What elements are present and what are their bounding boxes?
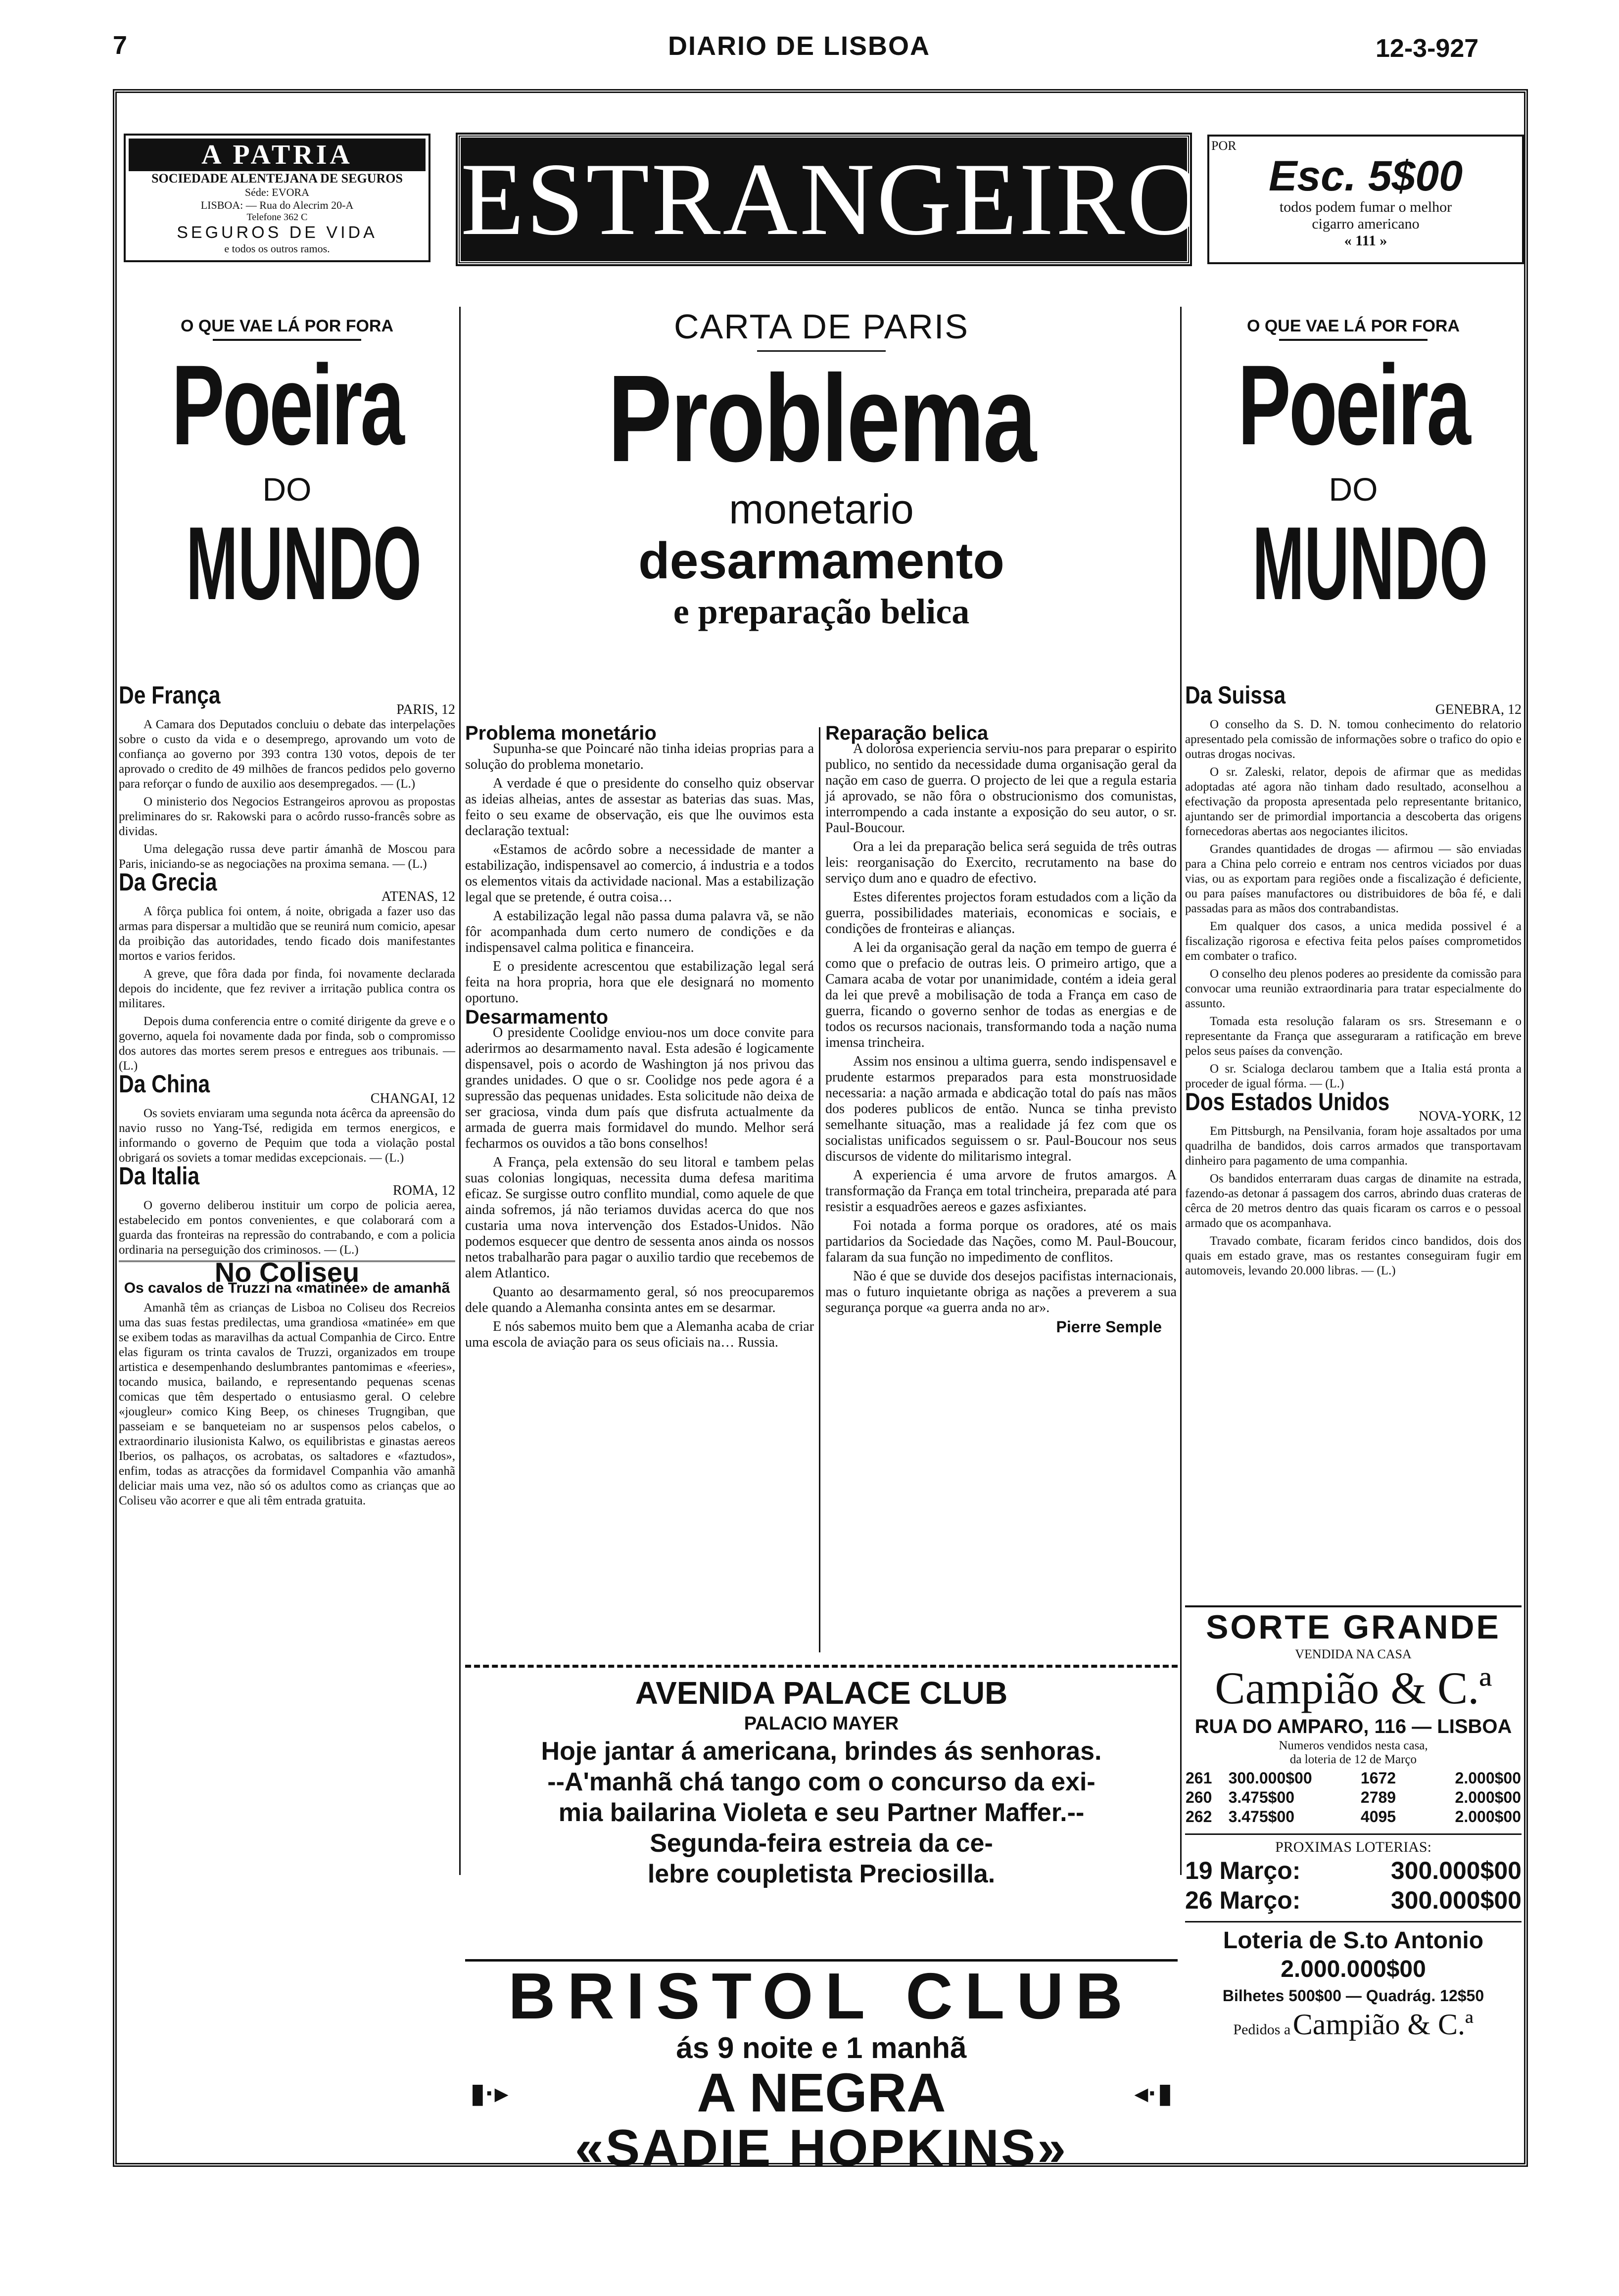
- table-cell: 261: [1186, 1769, 1212, 1787]
- newspaper-name: DIARIO DE LISBOA: [668, 31, 931, 61]
- grecia-paragraph: A greve, que fôra dada por finda, foi novamente declarada depois do incidente, que fez reviver a irritação publica contra os militares.: [119, 967, 455, 1010]
- franca-paragraph: A Camara dos Deputados concluiu o debate das interpelações sobre o custo da vida e o desemprego, aprovando um voto de confiança ao governo por 393 contra 130 votos, depois de ter aprovado o credito de 49 milhões de francos pedidos pelo governo para reforçar o fundo de auxilio aos desempregados. — (L.): [119, 718, 455, 791]
- cigarette-por: POR: [1211, 139, 1237, 153]
- monetario-paragraph: «Estamos de acôrdo sobre a necessidade de manter a estabilização, indispensavel ao comercio, á industria e a todos os elementos vitais da actividade nacional. Mas a estabilização legal que se pretende, é outra coisa…: [465, 842, 814, 905]
- coliseu-text: Amanhã têm as crianças de Lisboa no Coliseu dos Recreios uma das suas festas predilectas, uma grandiosa «matinée» em que se exibem todas as maravilhas da actual Companhia de Circo. Entre elas figuram os trinta cavalos de Truzzi, organizados em troupe artistica e desempenhando deslumbrantes pantomimas e «feeries», tocando musica, bailando, e representando pequenas scenas comicas que têm despertado o entusiasmo geral. O celebre «jougleur» comico King Beep, os chineses Trugngiban, que passeiam e se banqueteiam no ar suspensos pelos cabelos, o extraordinario ilusionista Kalwo, os equilibristas e ginastas aereos Iberios, os palhaços, os acrobatas, os saltadores e «faztudos», enfim, todas as atracções da formidavel Companhia vão amanhã deliciar mais uma vez, não só os adultos como as crianças que ao Coliseu vão acorrer e que ali têm entrada gratuita.: [119, 1301, 455, 1507]
- ad-cigarette: [1207, 135, 1524, 264]
- dateline-roma: ROMA, 12: [392, 1183, 455, 1198]
- lottery-title: SORTE GRANDE: [1206, 1608, 1501, 1646]
- table-cell: 260: [1186, 1788, 1212, 1806]
- italia-paragraph: O governo deliberou instituir um corpo de policia aerea, estabelecido em pontos convenientes, e que colaborará com a guarda das fronteiras na repressão do contrabando, e com a policia ordinaria na perseguição dos criminosos. — (L.): [119, 1199, 455, 1257]
- ad-bristol-club: [465, 1959, 1178, 2177]
- table-row: [1185, 1807, 1522, 1827]
- bristol-name: A NEGRA: [697, 2062, 946, 2123]
- left-title-do: DO: [262, 471, 312, 508]
- ad-lottery: [1185, 1605, 1522, 2155]
- lottery-divider: [1185, 1921, 1522, 1922]
- column-rule-left: [459, 307, 461, 1875]
- monetario-paragraph: E o presidente acrescentou que estabilização legal será feita na hora propria, hora que ele designará no momento oportuno.: [465, 959, 814, 1006]
- desarmamento-paragraph: E nós sabemos muito bem que a Alemanha acaba de criar uma escola de aviação para os seus oficiais na… Russia.: [465, 1319, 814, 1350]
- reparacao-paragraph: A experiencia é uma arvore de frutos amargos. A transformação da França em total trincheira, preparada até para resistir a esquadrões aereos e gazes asfixiantes.: [825, 1168, 1177, 1215]
- table-cell: 2.000$00: [1455, 1769, 1521, 1787]
- lottery-draw-row: [1185, 1856, 1522, 1885]
- center-kicker: CARTA DE PARIS: [674, 307, 969, 346]
- lottery-proximas: PROXIMAS LOTERIAS:: [1275, 1839, 1431, 1855]
- grecia-paragraph: A fôrça publica foi ontem, á noite, obrigada a fazer uso das armas para dispersar a multidão que se reunirá num comicio, apesar da proibição das autoridades, tendo ficado dois manifestantes mortos e varios feridos.: [119, 905, 455, 963]
- draw-date: 26 Março:: [1185, 1886, 1301, 1914]
- eua-paragraph: Em Pittsburgh, na Pensilvania, foram hoje assaltados por uma quadrilha de bandidos, dois carros armados que transportavam dinheiro para pagamento de uma companhia.: [1185, 1125, 1522, 1168]
- center-subtitle-monetario: monetario: [729, 486, 914, 532]
- section-title-banner: [458, 135, 1204, 264]
- center-subtitle-preparacao: e preparação belica: [673, 592, 970, 631]
- right-title-poeira: Poeira: [1238, 341, 1469, 469]
- dateline-genebra: GENEBRA, 12: [1435, 702, 1522, 717]
- lottery-numbers-table: [1185, 1769, 1522, 1827]
- reparacao-paragraph: A dolorosa experiencia serviu-nos para preparar o espirito publico, no sentido da necessidade duma organisação geral da nação em caso de guerra. O projecto de lei que a regula estaria já aprovado, se não fôra o obstrucionismo dos comunistas, interrompendo a cada instante a exposição do seu autor, o sr. Paul-Boucour.: [825, 741, 1177, 836]
- author-signature: Pierre Semple: [1056, 1318, 1162, 1336]
- reparacao-paragraph: A lei da organisação geral da nação em tempo de guerra é como que o prefacio de outras leis. O primeiro artigo, que a Camara acaba de votar por unanimidade, contém a ideia geral da lei que prevê a mobilisação de toda a França em caso de guerra, ficando o governo senhor de todas as energias e de todos os recursos nacionais, transformando toda a nação numa imensa trincheira.: [825, 940, 1177, 1050]
- avenida-line3: mia bailarina Violeta e seu Partner Maffer.--: [558, 1798, 1085, 1827]
- avenida-title: AVENIDA PALACE CLUB: [635, 1675, 1008, 1711]
- a-patria-line5: SEGUROS DE VIDA: [177, 223, 378, 242]
- table-cell: 4095: [1360, 1808, 1396, 1826]
- left-column-header: [119, 317, 455, 621]
- ad-avenida-palace: [465, 1665, 1178, 1888]
- cigarette-price: Esc. 5$00: [1268, 152, 1463, 200]
- table-row: [1185, 1769, 1522, 1788]
- avenida-subtitle: PALACIO MAYER: [744, 1713, 899, 1734]
- suissa-paragraph: Tomada esta resolução falaram os srs. Stresemann e o representante da França que asseguraram a ratificação em breve pelos seus países da convenção.: [1185, 1015, 1522, 1058]
- table-row: [1185, 1788, 1522, 1807]
- left-title-mundo: MUNDO: [186, 505, 422, 621]
- a-patria-line6: e todos os outros ramos.: [224, 242, 330, 255]
- section-heading-grecia: Da Grecia: [119, 868, 217, 896]
- avenida-line4: Segunda-feira estreia da ce-: [650, 1829, 993, 1858]
- draw-prize: 300.000$00: [1390, 1886, 1522, 1914]
- heading-desarmamento: Desarmamento: [465, 1006, 609, 1028]
- grecia-paragraph: Depois duma conferencia entre o comité dirigente da greve e o governo, aquela foi novamente dada por finda, sob o compromisso dos autores das mortes serem presos e entregues aos tribunais. — (L.): [119, 1015, 455, 1073]
- column-rule-right: [1180, 307, 1182, 1875]
- bristol-title: BRISTOL CLUB: [508, 1960, 1135, 2032]
- franca-paragraph: O ministerio dos Negocios Estrangeiros aprovou as propostas preliminares do sr. Rakowski para o acôrdo russo-francês sobre as dividas.: [119, 795, 455, 838]
- table-cell: 300.000$00: [1228, 1769, 1312, 1787]
- section-heading-italia: Da Italia: [119, 1162, 199, 1190]
- lottery-draw-row: [1185, 1885, 1522, 1915]
- section-heading-suissa: Da Suissa: [1185, 681, 1286, 709]
- section-heading-estados-unidos: Dos Estados Unidos: [1185, 1088, 1390, 1116]
- left-column-body: [119, 681, 455, 1511]
- center-col-b: [825, 722, 1177, 1336]
- monetario-paragraph: A estabilização legal não passa duma palavra vã, se não fôr acompanhada dum certo numero de condições e da indispensavel calma politica e financeira.: [465, 908, 814, 955]
- lottery-pedidos-house: Campião & C.ª: [1292, 2008, 1474, 2041]
- monetario-paragraph: A verdade é que o presidente do conselho quiz observar as ideias alheias, antes de assestar as baterias das suas. Mas, feito o seu exame de observação, eis que lhe ouvimos esta declaração textual:: [465, 776, 814, 839]
- suissa-paragraph: O conselho da S. D. N. tomou conhecimento do relatorio apresentado pela comissão de informações sobre o trafico do opio e outras drogas nocivas.: [1185, 718, 1522, 761]
- bristol-hours: ás 9 noite e 1 manhã: [676, 2031, 967, 2064]
- santo-antonio-prize: 2.000.000$00: [1281, 1956, 1426, 1982]
- center-title-problema: Problema: [608, 349, 1035, 487]
- suissa-paragraph: Grandes quantidades de drogas — afirmou — são enviadas para a China pelo correio e entram nos centros viciados por duas vias, ou as exportam para regiões onde a fiscalização é deficiente, ou para países manufactores ou distribuidores de bôa fé, e dali passadas para as mãos dos contrabandistas.: [1185, 843, 1522, 915]
- table-cell: 3.475$00: [1228, 1808, 1295, 1826]
- table-cell: 2789: [1360, 1788, 1396, 1806]
- right-arrow-icon: ◂·▮: [1134, 2077, 1173, 2109]
- a-patria-logo: A PATRIA: [129, 139, 426, 171]
- column-rule-center: [819, 727, 820, 1652]
- avenida-line5: lebre coupletista Preciosilla.: [647, 1860, 996, 1888]
- table-cell: 2.000$00: [1455, 1808, 1521, 1826]
- issue-date: 12-3-927: [1376, 34, 1479, 63]
- center-subtitle-desarmamento: desarmamento: [638, 532, 1004, 590]
- desarmamento-paragraph: O presidente Coolidge enviou-nos um doce convite para aderirmos ao desarmamento naval. Esta adesão é logicamente dispensavel, pois o acordo de Washington já nos privou das grandes unidades. O que o sr. Coolidge nos pede agora é a supressão das pequenas unidades. Esta solicitude não deixa de ser graciosa, vinda dum país que disfruta actualmente da armada de guerra mais formidavel do mundo. Melhor será fecharmos os ouvidos a tão bons conselhos!: [465, 1025, 814, 1151]
- lottery-note2: da loteria de 12 de Março: [1289, 1753, 1417, 1766]
- cigarette-line1: todos podem fumar o melhor: [1279, 199, 1452, 215]
- reparacao-paragraph: Estes diferentes projectos foram estudados com a lição da guerra, possibilidades materiais, economicas e sociais, e condições de fronteiras e alianças.: [825, 890, 1177, 937]
- china-paragraph: Os soviets enviaram uma segunda nota ácêrca da apreensão do navio russo no Yang-Tsé, redigida em termos energicos, e informando o governo de Pequim que toda a violação postal obrigará os soviets a tomar medidas excepcionais. — (L.): [119, 1107, 455, 1165]
- cigarette-line2: cigarro americano: [1312, 216, 1420, 232]
- eua-paragraph: Travado combate, ficaram feridos cinco bandidos, dois dos quais em estado grave, mas os restantes conseguiram fugir em automoveis, levando 20.000 libras. — (L.): [1185, 1234, 1522, 1277]
- page-number: 7: [113, 31, 127, 60]
- lottery-pedidos: Pedidos a: [1233, 2021, 1291, 2038]
- bristol-star: «SADIE HOPKINS»: [574, 2119, 1068, 2177]
- center-col-a: [465, 722, 814, 1354]
- lottery-note1: Numeros vendidos nesta casa,: [1279, 1739, 1428, 1752]
- desarmamento-paragraph: Quanto ao desarmamento geral, só nos preocuparemos dele quando a Alemanha consinta antes em se desarmar.: [465, 1284, 814, 1315]
- avenida-line2: --A'manhã chá tango com o concurso da exi-: [547, 1768, 1095, 1796]
- draw-date: 19 Março:: [1185, 1857, 1301, 1884]
- desarmamento-paragraph: A França, pela extensão do seu litoral e tambem pelas suas colonias longiquas, necessita duma defesa maritima eficaz. Se surgisse outro conflito mundial, como aquele de que ainda sofremos, já não teriamos duvidas acerca do que nos custaria uma nova intervenção dos Estados-Unidos. Não podemos esquecer que dentro de sessenta anos ainda os nossos netos trabalharão para pagar o auxilio tardio que recebemos de alem Atlantico.: [465, 1155, 814, 1281]
- dateline-paris: PARIS, 12: [396, 702, 455, 717]
- suissa-paragraph: O conselho deu plenos poderes ao presidente da comissão para convocar uma reunião extraordinaria para tratar especialmente do assunto.: [1185, 967, 1522, 1010]
- a-patria-line4: Telefone 362 C: [246, 212, 308, 223]
- coliseu-heading: No Coliseu: [214, 1257, 360, 1288]
- table-cell: 2.000$00: [1455, 1788, 1521, 1806]
- cigarette-brand: « 111 »: [1344, 233, 1387, 249]
- reparacao-paragraph: Ora a lei da preparação belica será seguida de três outras leis: reorganisação do Exercito, recrutamento na base do serviço dum ano e quadro de efectivo.: [825, 839, 1177, 886]
- suissa-paragraph: Em qualquer dos casos, a unica medida possivel é a fiscalização rigorosa e efectiva feita pelos países comprometidos em combater o trafico.: [1185, 920, 1522, 963]
- lottery-divider: [1185, 1833, 1522, 1835]
- lottery-tickets: Bilhetes 500$00 — Quadrág. 12$50: [1222, 1987, 1484, 2005]
- section-heading-china: Da China: [119, 1070, 210, 1098]
- center-header: [465, 307, 1178, 634]
- a-patria-line2: Séde: EVORA: [244, 186, 310, 198]
- draw-prize: 300.000$00: [1390, 1857, 1522, 1884]
- a-patria-line3: LISBOA: — Rua do Alecrim 20-A: [200, 199, 354, 211]
- reparacao-paragraph: Foi notada a forma porque os oradores, até os mais partidarios da Sociedade das Nações, como M. Paul-Boucour, falaram da sua função no impedimento de conflitos.: [825, 1218, 1177, 1265]
- right-title-mundo: MUNDO: [1252, 505, 1488, 621]
- right-column-header: [1185, 317, 1522, 621]
- lottery-sold-at: VENDIDA NA CASA: [1295, 1647, 1412, 1661]
- heading-reparacao-belica: Reparação belica: [825, 722, 989, 744]
- lottery-house: Campião & C.ª: [1215, 1663, 1492, 1713]
- bristol-name-row: [465, 2062, 1178, 2123]
- lottery-pedidos-row: [1185, 2008, 1522, 2042]
- a-patria-line1: SOCIEDADE ALENTEJANA DE SEGUROS: [151, 171, 403, 186]
- left-kicker: O QUE VAE LÁ POR FORA: [180, 317, 394, 335]
- dateline-atenas: ATENAS, 12: [381, 889, 455, 904]
- left-arrow-icon: ▮·▸: [470, 2077, 509, 2109]
- right-title-do: DO: [1329, 471, 1378, 508]
- lottery-address: RUA DO AMPARO, 116 — LISBOA: [1194, 1716, 1512, 1737]
- dateline-changai: CHANGAI, 12: [370, 1091, 455, 1106]
- franca-paragraph: Uma delegação russa deve partir ámanhã de Moscou para Paris, iniciando-se as negociações na proxima semana. — (L.): [119, 843, 455, 871]
- suissa-paragraph: O sr. Zaleski, relator, depois de afirmar que as medidas adoptadas até agora não tinham dado resultado, aconselhou a efectivação da proposta apresentada pelo representante britanico, ajuntando ser de primordial importancia a descoberta das origens fornecedoras abertas aos negociantes ilicitos.: [1185, 765, 1522, 838]
- reparacao-paragraph: Assim nos ensinou a ultima guerra, sendo indispensavel e prudente estarmos preparados para esta monstruosidade necessaria: a nação armada e abdicação total do país nas mãos dos poderes publicos de então. Nunca se tinha previsto semelhante situação, mas a realidade já fez com que os socialistas unificados seguissem o sr. Paul-Boucour nos seus discursos de vidente do militarismo integral.: [825, 1054, 1177, 1164]
- table-cell: 1672: [1360, 1769, 1396, 1787]
- right-kicker: O QUE VAE LÁ POR FORA: [1246, 317, 1460, 335]
- heading-problema-monetario: Problema monetário: [465, 722, 657, 744]
- section-heading-franca: De França: [119, 681, 221, 709]
- section-title: ESTRANGEIRO: [461, 142, 1204, 257]
- left-title-poeira: Poeira: [171, 341, 403, 469]
- eua-paragraph: Os bandidos enterraram duas cargas de dinamite na estrada, fazendo-as detonar á passagem dos carros, abrindo duas crateras de cêrca de 20 metros dentro das quais ficaram os carros e o pessoal armado que os acompanhava.: [1185, 1172, 1522, 1230]
- dateline-nova-york: NOVA-YORK, 12: [1419, 1109, 1522, 1124]
- right-column-body: [1185, 681, 1522, 1281]
- table-cell: 262: [1186, 1808, 1212, 1826]
- coliseu-subheading: Os cavalos de Truzzi na «matinée» de amanhã: [124, 1280, 450, 1296]
- table-cell: 3.475$00: [1228, 1788, 1295, 1806]
- monetario-paragraph: Supunha-se que Poincaré não tinha ideias proprias para a solução do problema monetario.: [465, 741, 814, 772]
- ad-a-patria: [124, 134, 430, 262]
- reparacao-paragraph: Não é que se duvide dos desejos pacifistas internacionais, mas o futuro inquietante obriga as nações a preverem a sua segurança porque «a guerra anda no ar».: [825, 1268, 1177, 1315]
- avenida-line1: Hoje jantar á americana, brindes ás senhoras.: [541, 1737, 1102, 1766]
- santo-antonio-title: Loteria de S.to Antonio: [1223, 1927, 1484, 1954]
- suissa-paragraph: O sr. Scialoga declarou tambem que a Italia está pronta a proceder de igual fórma. — (L.): [1185, 1062, 1522, 1090]
